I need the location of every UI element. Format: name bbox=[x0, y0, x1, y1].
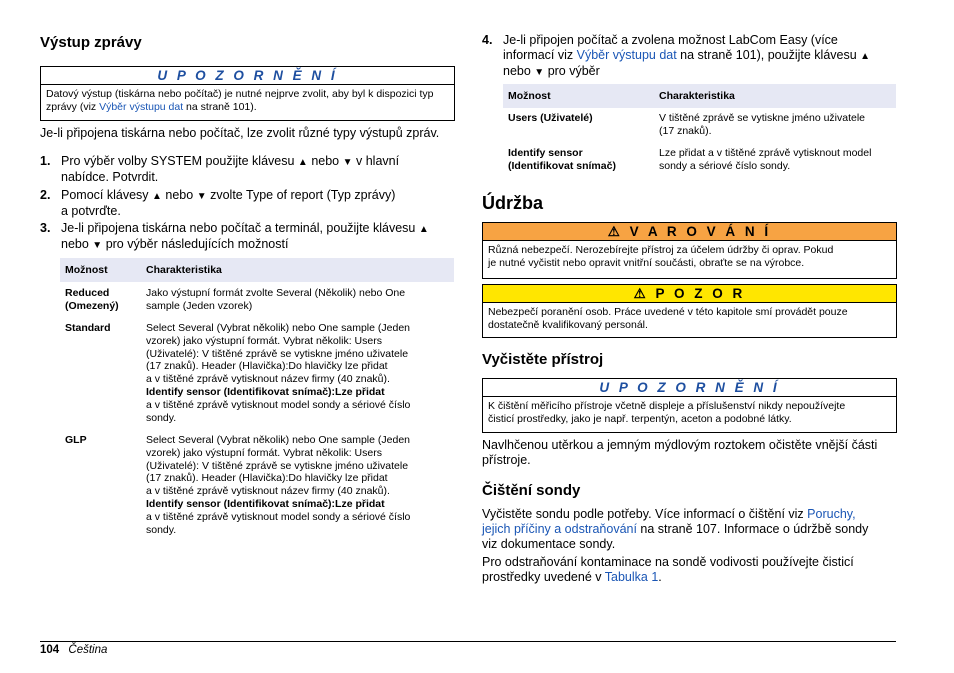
step-number: 1. bbox=[40, 154, 51, 168]
table-header-characteristic: Charakteristika bbox=[146, 264, 222, 276]
intro-paragraph: Je-li připojena tiskárna nebo počítač, lze zvolit různé typy výstupů zpráv. bbox=[40, 126, 440, 140]
table-cell-characteristic: Select Several (Vybrat několik) nebo One sample (Jeden vzorek) jako výstupní formát. Vybrat několik: Users (Uživatelé): V tištěné zprávě se vytiskne jméno uživatele (17 znaků). Header (Hlavička):Do hlavičky lze přidat a v tištěné zprávě vytisknout název firmy (40 znaků). Identify sensor (Identifikovat snímač):Lze přidat a v tištěné zprávě vytisknout model sondy a sériové číslo sondy. bbox=[146, 434, 411, 536]
link-data-output-selection[interactable]: Výběr výstupu dat bbox=[99, 101, 184, 113]
table-cell-characteristic: V tištěné zprávě se vytiskne jméno uživatele (17 znaků). bbox=[659, 112, 866, 137]
table-row bbox=[60, 285, 454, 315]
warning-box bbox=[482, 222, 897, 279]
table-header-option: Možnost bbox=[508, 90, 551, 102]
footer-divider bbox=[40, 641, 896, 642]
table-cell-characteristic: Select Several (Vybrat několik) nebo One sample (Jeden vzorek) jako výstupní formát. Vybrat několik: Users (Uživatelé): V tištěné zprávě se vytiskne jméno uživatele (17 znaků). Header (Hlavička):Do hlavičky lze přidat a v tištěné zprávě vytisknout název firmy (40 znaků). Identify sensor (Identifikovat snímač):Lze přidat a v tištěné zprávě vytisknout model sondy a sériové číslo sondy. bbox=[146, 322, 411, 424]
step-4: Je-li připojen počítač a zvolena možnost LabCom Easy (více informací viz Výběr výstupu dat na straně 101), použijte klávesu ▲ nebo ▼ pro výběr bbox=[503, 33, 871, 78]
warning-text: Různá nebezpečí. Nerozebírejte přístroj za účelem údržby či oprav. Pokud je nutné vyčistit nebo opravit vnitřní součásti, obraťte se na výrobce. bbox=[488, 244, 834, 269]
warning-triangle-icon: ⚠ bbox=[607, 224, 623, 239]
arrow-down-icon: ▼ bbox=[196, 191, 207, 202]
probe-paragraph-2: Pro odstraňování kontaminace na sondě vodivosti používejte čisticí prostředky uvedené v Tabulka 1. bbox=[482, 555, 854, 584]
arrow-down-icon: ▼ bbox=[342, 157, 353, 168]
step-3: Je-li připojena tiskárna nebo počítač a terminál, použijte klávesu ▲ nebo ▼ pro výběr následujících možností bbox=[61, 221, 429, 251]
link-data-output-selection[interactable]: Výběr výstupu dat bbox=[576, 48, 677, 62]
arrow-up-icon: ▲ bbox=[418, 224, 429, 235]
step-number: 2. bbox=[40, 188, 51, 202]
section-heading-clean-instrument: Vyčistěte přístroj bbox=[482, 351, 604, 368]
page-number: 104 bbox=[40, 644, 60, 656]
table-row bbox=[60, 432, 454, 540]
warning-title: ⚠ V A R O V Á N Í bbox=[483, 223, 896, 241]
step-number: 3. bbox=[40, 221, 51, 235]
table-cell-characteristic: Jako výstupní formát zvolte Several (Několik) nebo One sample (Jeden vzorek) bbox=[146, 287, 406, 312]
notice-text: Datový výstup (tiskárna nebo počítač) je nutné nejprve zvolit, aby byl k dispozici typ zprávy (viz Výběr výstupu dat na straně 101). bbox=[46, 88, 434, 113]
arrow-up-icon: ▲ bbox=[152, 191, 162, 202]
footer-language: Čeština bbox=[68, 644, 108, 656]
warning-triangle-icon: ⚠ bbox=[633, 286, 649, 301]
notice-box-cleaning bbox=[482, 378, 897, 433]
section-heading-maintenance: Údržba bbox=[482, 193, 544, 213]
notice-text: K čištění měřicího přístroje včetně displeje a příslušenství nikdy nepoužívejte čisticí prostředky, jako je např. terpentýn, aceton a podobné látky. bbox=[488, 400, 846, 425]
arrow-down-icon: ▼ bbox=[534, 67, 545, 78]
arrow-up-icon: ▲ bbox=[860, 51, 871, 62]
arrow-down-icon: ▼ bbox=[92, 240, 103, 251]
step-1: Pro výběr volby SYSTEM použijte klávesu ▲ nebo ▼ v hlavní nabídce. Potvrdit. bbox=[61, 154, 400, 184]
table-cell-option: Users (Uživatelé) bbox=[508, 112, 593, 124]
step-2: Pomocí klávesy ▲ nebo ▼ zvolte Type of report (Typ zprávy) a potvrďte. bbox=[61, 188, 396, 218]
arrow-up-icon: ▲ bbox=[297, 157, 308, 168]
table-cell-option: Reduced (Omezený) bbox=[65, 287, 119, 312]
table-cell-option: GLP bbox=[65, 434, 87, 446]
section-heading-clean-probe: Čištění sondy bbox=[482, 482, 581, 499]
table-cell-option: Standard bbox=[65, 322, 111, 334]
footer bbox=[40, 644, 107, 656]
table-row bbox=[60, 320, 454, 428]
caution-box bbox=[482, 284, 897, 338]
probe-paragraph-1: Vyčistěte sondu podle potřeby. Více informací o čištění viz Poruchy, jejich příčiny a odstraňování na straně 107. Informace o údržbě sondy viz dokumentace sondy. bbox=[482, 507, 869, 551]
clean-paragraph: Navlhčenou utěrkou a jemným mýdlovým roztokem očistěte vnější části přístroje. bbox=[482, 438, 878, 467]
notice-title: U P O Z O R N Ě N Í bbox=[483, 379, 896, 397]
table-cell-characteristic: Lze přidat a v tištěné zprávě vytisknout model sondy a sériové číslo sondy. bbox=[659, 147, 872, 172]
notice-box-data-output bbox=[40, 66, 455, 121]
notice-title: U P O Z O R N Ě N Í bbox=[41, 67, 454, 85]
caution-text: Nebezpečí poranění osob. Práce uvedené v této kapitole smí provádět pouze dostatečně kvalifikovaný personál. bbox=[488, 306, 848, 331]
link-table-1[interactable]: Tabulka 1 bbox=[604, 570, 659, 584]
section-heading-report-output: Výstup zprávy bbox=[40, 34, 142, 51]
step-number: 4. bbox=[482, 33, 493, 47]
caution-title: ⚠ P O Z O R bbox=[483, 285, 896, 303]
table-header-option: Možnost bbox=[65, 264, 108, 276]
link-troubleshooting[interactable]: Poruchy, bbox=[807, 507, 856, 521]
table-row bbox=[503, 111, 896, 143]
table-header-row bbox=[60, 258, 454, 282]
table-header-characteristic: Charakteristika bbox=[659, 90, 735, 102]
link-troubleshooting-cont[interactable]: jejich příčiny a odstraňování bbox=[482, 522, 637, 536]
table-row bbox=[503, 146, 896, 178]
table-cell-option: Identify sensor (Identifikovat snímač) bbox=[508, 147, 616, 172]
table-header-row bbox=[503, 84, 896, 108]
